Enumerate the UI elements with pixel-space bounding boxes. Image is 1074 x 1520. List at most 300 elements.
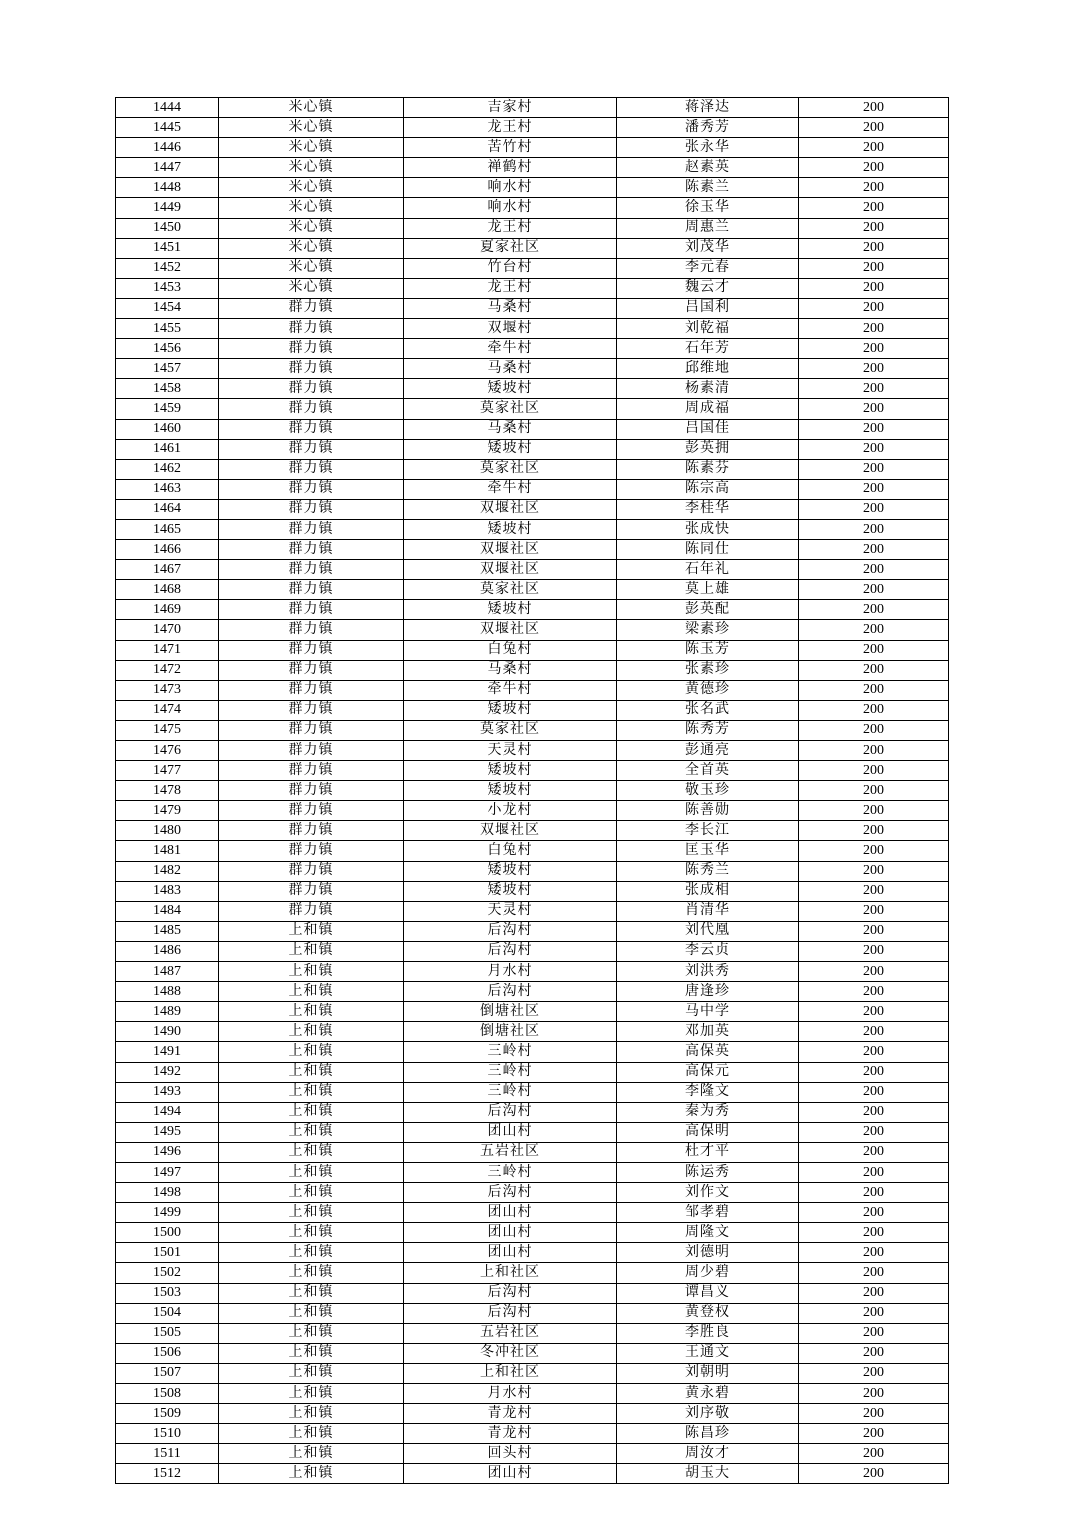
table-row <box>116 359 949 379</box>
township-cell: 群力镇 <box>219 781 404 801</box>
row-number-cell: 1447 <box>116 158 219 178</box>
table-row <box>116 1203 949 1223</box>
person-name-cell: 杜才平 <box>617 1142 799 1162</box>
village-cell: 上和社区 <box>404 1363 617 1383</box>
township-cell: 群力镇 <box>219 379 404 399</box>
person-name-cell: 高保明 <box>617 1122 799 1142</box>
amount-cell: 200 <box>799 118 949 138</box>
township-cell: 上和镇 <box>219 1243 404 1263</box>
township-cell: 米心镇 <box>219 198 404 218</box>
person-name-cell: 秦为秀 <box>617 1102 799 1122</box>
table-row <box>116 499 949 519</box>
amount-cell: 200 <box>799 439 949 459</box>
amount-cell: 200 <box>799 1042 949 1062</box>
person-name-cell: 梁素珍 <box>617 620 799 640</box>
person-name-cell: 黄永碧 <box>617 1384 799 1404</box>
village-cell: 牵牛村 <box>404 479 617 499</box>
amount-cell: 200 <box>799 921 949 941</box>
row-number-cell: 1449 <box>116 198 219 218</box>
row-number-cell: 1494 <box>116 1102 219 1122</box>
person-name-cell: 陈素兰 <box>617 178 799 198</box>
village-cell: 矮坡村 <box>404 861 617 881</box>
village-cell: 矮坡村 <box>404 379 617 399</box>
row-number-cell: 1465 <box>116 519 219 539</box>
table-row <box>116 339 949 359</box>
row-number-cell: 1468 <box>116 580 219 600</box>
table-row <box>116 1002 949 1022</box>
person-name-cell: 李长江 <box>617 821 799 841</box>
row-number-cell: 1459 <box>116 399 219 419</box>
person-name-cell: 李桂华 <box>617 499 799 519</box>
row-number-cell: 1446 <box>116 138 219 158</box>
township-cell: 群力镇 <box>219 741 404 761</box>
person-name-cell: 刘茂华 <box>617 238 799 258</box>
amount-cell: 200 <box>799 1363 949 1383</box>
amount-cell: 200 <box>799 419 949 439</box>
table-row <box>116 1303 949 1323</box>
row-number-cell: 1477 <box>116 761 219 781</box>
person-name-cell: 彭英配 <box>617 600 799 620</box>
table-row <box>116 1062 949 1082</box>
village-cell: 后沟村 <box>404 1283 617 1303</box>
table-row <box>116 861 949 881</box>
row-number-cell: 1481 <box>116 841 219 861</box>
table-row <box>116 921 949 941</box>
amount-cell: 200 <box>799 479 949 499</box>
row-number-cell: 1484 <box>116 901 219 921</box>
village-cell: 莫家社区 <box>404 459 617 479</box>
township-cell: 上和镇 <box>219 1162 404 1182</box>
township-cell: 上和镇 <box>219 1343 404 1363</box>
amount-cell: 200 <box>799 540 949 560</box>
row-number-cell: 1495 <box>116 1122 219 1142</box>
village-cell: 矮坡村 <box>404 781 617 801</box>
person-name-cell: 高保元 <box>617 1062 799 1082</box>
township-cell: 群力镇 <box>219 459 404 479</box>
row-number-cell: 1464 <box>116 499 219 519</box>
village-cell: 马桑村 <box>404 419 617 439</box>
township-cell: 上和镇 <box>219 1203 404 1223</box>
person-name-cell: 刘作文 <box>617 1183 799 1203</box>
amount-cell: 200 <box>799 821 949 841</box>
person-name-cell: 张素珍 <box>617 660 799 680</box>
township-cell: 群力镇 <box>219 620 404 640</box>
table-row <box>116 258 949 278</box>
township-cell: 上和镇 <box>219 962 404 982</box>
township-cell: 群力镇 <box>219 540 404 560</box>
table-row <box>116 1323 949 1343</box>
person-name-cell: 陈秀兰 <box>617 861 799 881</box>
township-cell: 上和镇 <box>219 921 404 941</box>
person-name-cell: 全首英 <box>617 761 799 781</box>
table-row <box>116 1404 949 1424</box>
amount-cell: 200 <box>799 1022 949 1042</box>
person-name-cell: 徐玉华 <box>617 198 799 218</box>
person-name-cell: 陈素芬 <box>617 459 799 479</box>
amount-cell: 200 <box>799 1404 949 1424</box>
amount-cell: 200 <box>799 258 949 278</box>
person-name-cell: 陈同仕 <box>617 540 799 560</box>
table-row <box>116 1343 949 1363</box>
table-row <box>116 1444 949 1464</box>
table-row <box>116 479 949 499</box>
village-cell: 三岭村 <box>404 1042 617 1062</box>
amount-cell: 200 <box>799 1263 949 1283</box>
amount-cell: 200 <box>799 620 949 640</box>
row-number-cell: 1479 <box>116 801 219 821</box>
person-name-cell: 匡玉华 <box>617 841 799 861</box>
row-number-cell: 1504 <box>116 1303 219 1323</box>
row-number-cell: 1476 <box>116 741 219 761</box>
row-number-cell: 1454 <box>116 298 219 318</box>
table-row <box>116 962 949 982</box>
table-row <box>116 660 949 680</box>
person-name-cell: 马中学 <box>617 1002 799 1022</box>
person-name-cell: 张成相 <box>617 881 799 901</box>
table-row <box>116 118 949 138</box>
amount-cell: 200 <box>799 881 949 901</box>
amount-cell: 200 <box>799 1082 949 1102</box>
row-number-cell: 1490 <box>116 1022 219 1042</box>
village-cell: 天灵村 <box>404 741 617 761</box>
village-cell: 莫家社区 <box>404 399 617 419</box>
amount-cell: 200 <box>799 1062 949 1082</box>
village-cell: 双堰社区 <box>404 560 617 580</box>
row-number-cell: 1458 <box>116 379 219 399</box>
table-row <box>116 761 949 781</box>
village-cell: 青龙村 <box>404 1404 617 1424</box>
township-cell: 上和镇 <box>219 1223 404 1243</box>
township-cell: 群力镇 <box>219 821 404 841</box>
table-row <box>116 1142 949 1162</box>
amount-cell: 200 <box>799 600 949 620</box>
village-cell: 响水村 <box>404 178 617 198</box>
village-cell: 团山村 <box>404 1223 617 1243</box>
person-name-cell: 刘洪秀 <box>617 962 799 982</box>
village-cell: 莫家社区 <box>404 580 617 600</box>
amount-cell: 200 <box>799 580 949 600</box>
township-cell: 米心镇 <box>219 238 404 258</box>
township-cell: 上和镇 <box>219 1464 404 1484</box>
amount-cell: 200 <box>799 158 949 178</box>
person-name-cell: 刘朝明 <box>617 1363 799 1383</box>
village-cell: 矮坡村 <box>404 439 617 459</box>
village-cell: 吉家村 <box>404 98 617 118</box>
table-row <box>116 1223 949 1243</box>
row-number-cell: 1510 <box>116 1424 219 1444</box>
village-cell: 五岩社区 <box>404 1323 617 1343</box>
township-cell: 群力镇 <box>219 720 404 740</box>
amount-cell: 200 <box>799 982 949 1002</box>
person-name-cell: 陈昌珍 <box>617 1424 799 1444</box>
row-number-cell: 1487 <box>116 962 219 982</box>
person-name-cell: 魏云才 <box>617 278 799 298</box>
person-name-cell: 李云贞 <box>617 941 799 961</box>
table-row <box>116 640 949 660</box>
row-number-cell: 1462 <box>116 459 219 479</box>
row-number-cell: 1453 <box>116 278 219 298</box>
township-cell: 群力镇 <box>219 901 404 921</box>
person-name-cell: 王通文 <box>617 1343 799 1363</box>
village-cell: 后沟村 <box>404 941 617 961</box>
table-row <box>116 600 949 620</box>
amount-cell: 200 <box>799 1243 949 1263</box>
amount-cell: 200 <box>799 98 949 118</box>
village-cell: 白兔村 <box>404 841 617 861</box>
village-cell: 冬冲社区 <box>404 1343 617 1363</box>
amount-cell: 200 <box>799 1183 949 1203</box>
village-cell: 龙王村 <box>404 278 617 298</box>
village-cell: 苦竹村 <box>404 138 617 158</box>
amount-cell: 200 <box>799 720 949 740</box>
township-cell: 上和镇 <box>219 1283 404 1303</box>
person-name-cell: 吕国佳 <box>617 419 799 439</box>
township-cell: 上和镇 <box>219 982 404 1002</box>
person-name-cell: 张名武 <box>617 700 799 720</box>
township-cell: 米心镇 <box>219 218 404 238</box>
village-cell: 三岭村 <box>404 1162 617 1182</box>
table-row <box>116 439 949 459</box>
village-cell: 矮坡村 <box>404 700 617 720</box>
table-row <box>116 1082 949 1102</box>
amount-cell: 200 <box>799 1444 949 1464</box>
table-row <box>116 560 949 580</box>
township-cell: 群力镇 <box>219 660 404 680</box>
row-number-cell: 1506 <box>116 1343 219 1363</box>
person-name-cell: 周惠兰 <box>617 218 799 238</box>
village-cell: 上和社区 <box>404 1263 617 1283</box>
township-cell: 群力镇 <box>219 600 404 620</box>
amount-cell: 200 <box>799 941 949 961</box>
township-cell: 米心镇 <box>219 118 404 138</box>
person-name-cell: 刘乾福 <box>617 319 799 339</box>
village-cell: 后沟村 <box>404 1102 617 1122</box>
person-name-cell: 赵素英 <box>617 158 799 178</box>
amount-cell: 200 <box>799 1223 949 1243</box>
village-cell: 双堰社区 <box>404 821 617 841</box>
village-cell: 双堰社区 <box>404 499 617 519</box>
village-cell: 小龙村 <box>404 801 617 821</box>
row-number-cell: 1474 <box>116 700 219 720</box>
table-row <box>116 1183 949 1203</box>
amount-cell: 200 <box>799 1464 949 1484</box>
township-cell: 上和镇 <box>219 1062 404 1082</box>
amount-cell: 200 <box>799 218 949 238</box>
township-cell: 上和镇 <box>219 1424 404 1444</box>
person-name-cell: 黄登权 <box>617 1303 799 1323</box>
village-cell: 团山村 <box>404 1122 617 1142</box>
village-cell: 后沟村 <box>404 982 617 1002</box>
amount-cell: 200 <box>799 1283 949 1303</box>
row-number-cell: 1493 <box>116 1082 219 1102</box>
township-cell: 上和镇 <box>219 1183 404 1203</box>
person-name-cell: 张永华 <box>617 138 799 158</box>
row-number-cell: 1497 <box>116 1162 219 1182</box>
person-name-cell: 陈运秀 <box>617 1162 799 1182</box>
amount-cell: 200 <box>799 640 949 660</box>
table-row <box>116 841 949 861</box>
row-number-cell: 1482 <box>116 861 219 881</box>
township-cell: 米心镇 <box>219 258 404 278</box>
township-cell: 米心镇 <box>219 138 404 158</box>
amount-cell: 200 <box>799 198 949 218</box>
person-name-cell: 邓加英 <box>617 1022 799 1042</box>
amount-cell: 200 <box>799 1162 949 1182</box>
township-cell: 群力镇 <box>219 359 404 379</box>
table-row <box>116 98 949 118</box>
table-row <box>116 781 949 801</box>
township-cell: 上和镇 <box>219 1363 404 1383</box>
amount-cell: 200 <box>799 138 949 158</box>
table-row <box>116 238 949 258</box>
township-cell: 群力镇 <box>219 881 404 901</box>
table-row <box>116 319 949 339</box>
table-row <box>116 821 949 841</box>
amount-cell: 200 <box>799 359 949 379</box>
village-cell: 牵牛村 <box>404 680 617 700</box>
township-cell: 米心镇 <box>219 278 404 298</box>
table-row <box>116 399 949 419</box>
table-row <box>116 419 949 439</box>
person-name-cell: 吕国利 <box>617 298 799 318</box>
township-cell: 群力镇 <box>219 419 404 439</box>
amount-cell: 200 <box>799 801 949 821</box>
row-number-cell: 1491 <box>116 1042 219 1062</box>
table-row <box>116 298 949 318</box>
township-cell: 群力镇 <box>219 298 404 318</box>
amount-cell: 200 <box>799 680 949 700</box>
row-number-cell: 1500 <box>116 1223 219 1243</box>
amount-cell: 200 <box>799 560 949 580</box>
table-row <box>116 138 949 158</box>
amount-cell: 200 <box>799 741 949 761</box>
person-name-cell: 陈宗高 <box>617 479 799 499</box>
table-row <box>116 1022 949 1042</box>
township-cell: 群力镇 <box>219 700 404 720</box>
table-row <box>116 1243 949 1263</box>
amount-cell: 200 <box>799 1424 949 1444</box>
person-name-cell: 刘德明 <box>617 1243 799 1263</box>
row-number-cell: 1486 <box>116 941 219 961</box>
row-number-cell: 1501 <box>116 1243 219 1263</box>
table-row <box>116 1464 949 1484</box>
village-cell: 白兔村 <box>404 640 617 660</box>
village-cell: 马桑村 <box>404 660 617 680</box>
person-name-cell: 黄德珍 <box>617 680 799 700</box>
township-cell: 上和镇 <box>219 1082 404 1102</box>
amount-cell: 200 <box>799 660 949 680</box>
township-cell: 上和镇 <box>219 1002 404 1022</box>
township-cell: 上和镇 <box>219 1122 404 1142</box>
table-row <box>116 178 949 198</box>
row-number-cell: 1469 <box>116 600 219 620</box>
person-name-cell: 李元春 <box>617 258 799 278</box>
amount-cell: 200 <box>799 1203 949 1223</box>
row-number-cell: 1471 <box>116 640 219 660</box>
person-name-cell: 刘序敬 <box>617 1404 799 1424</box>
township-cell: 群力镇 <box>219 761 404 781</box>
table-row <box>116 1263 949 1283</box>
village-cell: 龙王村 <box>404 118 617 138</box>
person-name-cell: 陈善勋 <box>617 801 799 821</box>
person-name-cell: 石年芳 <box>617 339 799 359</box>
village-cell: 倒塘社区 <box>404 1022 617 1042</box>
amount-cell: 200 <box>799 700 949 720</box>
row-number-cell: 1503 <box>116 1283 219 1303</box>
table-row <box>116 1102 949 1122</box>
township-cell: 上和镇 <box>219 1404 404 1424</box>
amount-cell: 200 <box>799 841 949 861</box>
township-cell: 米心镇 <box>219 98 404 118</box>
table-row <box>116 278 949 298</box>
row-number-cell: 1492 <box>116 1062 219 1082</box>
table-row <box>116 1283 949 1303</box>
township-cell: 上和镇 <box>219 1142 404 1162</box>
village-cell: 回头村 <box>404 1444 617 1464</box>
village-cell: 团山村 <box>404 1243 617 1263</box>
township-cell: 群力镇 <box>219 399 404 419</box>
person-name-cell: 高保英 <box>617 1042 799 1062</box>
village-cell: 倒塘社区 <box>404 1002 617 1022</box>
amount-cell: 200 <box>799 519 949 539</box>
amount-cell: 200 <box>799 319 949 339</box>
township-cell: 上和镇 <box>219 1042 404 1062</box>
table-row <box>116 1122 949 1142</box>
village-cell: 矮坡村 <box>404 761 617 781</box>
village-cell: 月水村 <box>404 1384 617 1404</box>
table-row <box>116 720 949 740</box>
person-name-cell: 周成福 <box>617 399 799 419</box>
amount-cell: 200 <box>799 761 949 781</box>
row-number-cell: 1489 <box>116 1002 219 1022</box>
person-name-cell: 潘秀芳 <box>617 118 799 138</box>
township-cell: 米心镇 <box>219 158 404 178</box>
village-cell: 矮坡村 <box>404 519 617 539</box>
row-number-cell: 1511 <box>116 1444 219 1464</box>
village-cell: 禅鹤村 <box>404 158 617 178</box>
person-name-cell: 张成快 <box>617 519 799 539</box>
village-cell: 双堰社区 <box>404 620 617 640</box>
village-cell: 后沟村 <box>404 921 617 941</box>
table-row <box>116 379 949 399</box>
amount-cell: 200 <box>799 379 949 399</box>
table-row <box>116 941 949 961</box>
village-cell: 矮坡村 <box>404 881 617 901</box>
table-row <box>116 218 949 238</box>
row-number-cell: 1444 <box>116 98 219 118</box>
table-row <box>116 881 949 901</box>
township-cell: 群力镇 <box>219 560 404 580</box>
person-name-cell: 邱维地 <box>617 359 799 379</box>
amount-cell: 200 <box>799 861 949 881</box>
person-name-cell: 陈玉芳 <box>617 640 799 660</box>
township-cell: 上和镇 <box>219 1303 404 1323</box>
village-cell: 竹台村 <box>404 258 617 278</box>
amount-cell: 200 <box>799 1002 949 1022</box>
row-number-cell: 1473 <box>116 680 219 700</box>
table-row <box>116 901 949 921</box>
table-row <box>116 1162 949 1182</box>
row-number-cell: 1445 <box>116 118 219 138</box>
row-number-cell: 1508 <box>116 1384 219 1404</box>
person-name-cell: 彭通亮 <box>617 741 799 761</box>
table-row <box>116 1042 949 1062</box>
person-name-cell: 唐逢珍 <box>617 982 799 1002</box>
row-number-cell: 1448 <box>116 178 219 198</box>
row-number-cell: 1488 <box>116 982 219 1002</box>
row-number-cell: 1498 <box>116 1183 219 1203</box>
person-name-cell: 彭英拥 <box>617 439 799 459</box>
